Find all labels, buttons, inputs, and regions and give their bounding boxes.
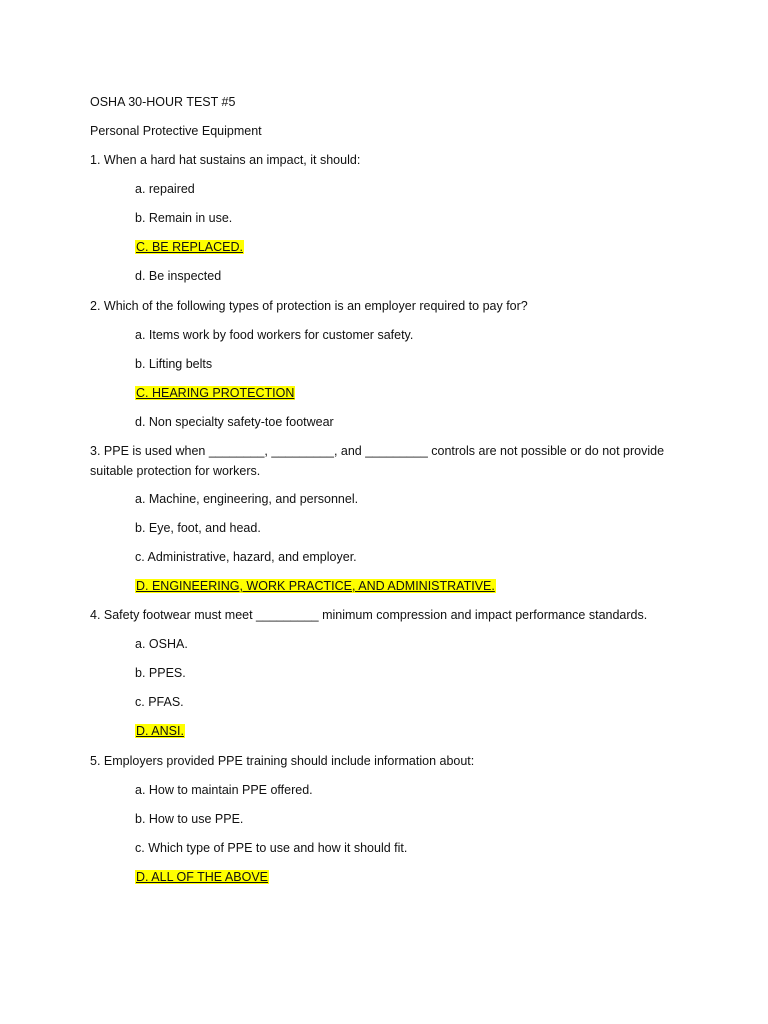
question-2-option-b: b. Lifting belts [135, 357, 213, 371]
question-4: 4. Safety footwear must meet _________ minimum compression and impact performance standards. [90, 608, 648, 622]
doc-subtitle: Personal Protective Equipment [90, 124, 262, 138]
question-2-option-d: d. Non specialty safety-toe footwear [135, 415, 334, 429]
question-3-option-a: a. Machine, engineering, and personnel. [135, 492, 359, 506]
question-4-option-b: b. PPES. [135, 666, 186, 680]
question-1-option-d: d. Be inspected [135, 269, 222, 283]
question-3-option-c: c. Administrative, hazard, and employer. [135, 550, 357, 564]
question-5-answer [135, 869, 269, 885]
question-3: 3. PPE is used when ________, _________, and _________ controls are not possible or do not provide suitable protection for workers. [90, 444, 665, 478]
answer-highlight: D. ENGINEERING, WORK PRACTICE, AND ADMINISTRATIVE. [136, 579, 495, 593]
question-4-option-a: a. OSHA. [135, 637, 188, 651]
question-4-option-c: c. PFAS. [135, 695, 184, 709]
question-2-answer [135, 385, 295, 401]
answer-highlight: C. BE REPLACED. [136, 240, 243, 254]
question-1-option-b: b. Remain in use. [135, 211, 233, 225]
answer-highlight: D. ALL OF THE ABOVE [136, 870, 268, 884]
question-3-answer [135, 578, 496, 594]
question-5-option-c: c. Which type of PPE to use and how it should fit. [135, 841, 408, 855]
question-2-option-a: a. Items work by food workers for customer safety. [135, 328, 414, 342]
question-1-answer [135, 239, 244, 255]
question-5-option-a: a. How to maintain PPE offered. [135, 783, 313, 797]
question-2: 2. Which of the following types of protection is an employer required to pay for? [90, 299, 528, 313]
answer-highlight: D. ANSI. [136, 724, 184, 738]
question-3-option-b: b. Eye, foot, and head. [135, 521, 261, 535]
question-1-option-a: a. repaired [135, 182, 195, 196]
question-4-answer [135, 723, 185, 739]
doc-title: OSHA 30-HOUR TEST #5 [90, 95, 236, 109]
question-5-option-b: b. How to use PPE. [135, 812, 244, 826]
question-1: 1. When a hard hat sustains an impact, it should: [90, 153, 361, 167]
question-5: 5. Employers provided PPE training should include information about: [90, 754, 475, 768]
answer-highlight: C. HEARING PROTECTION [136, 386, 295, 400]
